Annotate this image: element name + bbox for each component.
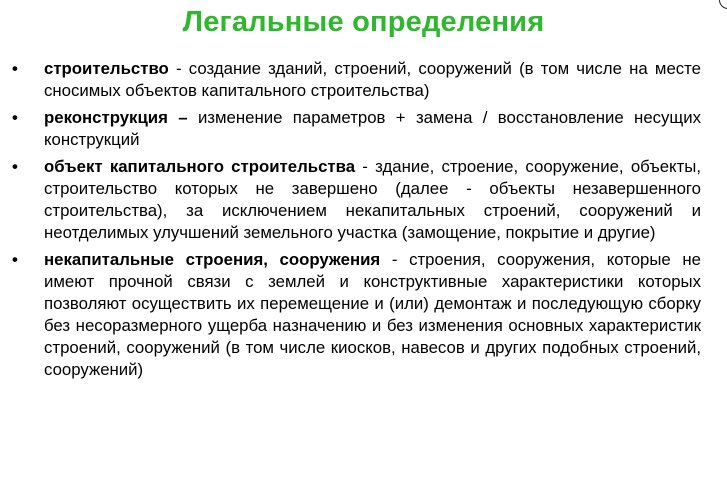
definition: здание, строение, сооружение, объекты, строительство которых не завершено (далее - объекты незавершенного строительства), за исключением некапитальных строений, сооружений и неотделимых улучшений земельного участка (замощение, покрытие и другие): [44, 157, 701, 242]
term: строительство: [44, 59, 169, 78]
slide-title: Легальные определения: [182, 6, 545, 38]
definition: создание зданий, строений, сооружений (в том числе на месте сносимых объектов капитального строительства): [44, 59, 701, 100]
bullet-icon: •: [12, 59, 18, 78]
definitions-list: [0, 58, 727, 386]
term: реконструкция –: [44, 108, 188, 127]
separator: -: [380, 250, 410, 269]
bullet-icon: •: [12, 250, 18, 269]
definition: строения, сооружения, которые не имеют прочной связи с землей и конструктивные характеристики которых позволяют осуществить их перемещение и (или) демонтаж и последующую сборку без несоразмерного ущерба назначению и без изменения основных характеристик строений, сооружений (в том числе киосков, навесов и других подобных строений, сооружений): [44, 250, 701, 379]
term: объект капитального строительства: [44, 157, 356, 176]
list-item: [0, 107, 727, 151]
term: некапитальные строения, сооружения: [44, 250, 381, 269]
definition: изменение параметров + замена / восстановление несущих конструкций: [44, 108, 702, 149]
separator: -: [355, 157, 376, 176]
list-item: [0, 58, 727, 102]
separator: -: [168, 59, 189, 78]
list-item: [0, 249, 727, 381]
list-item: [0, 156, 727, 244]
bullet-icon: •: [12, 108, 18, 127]
separator: [188, 108, 198, 127]
bullet-icon: •: [12, 157, 18, 176]
